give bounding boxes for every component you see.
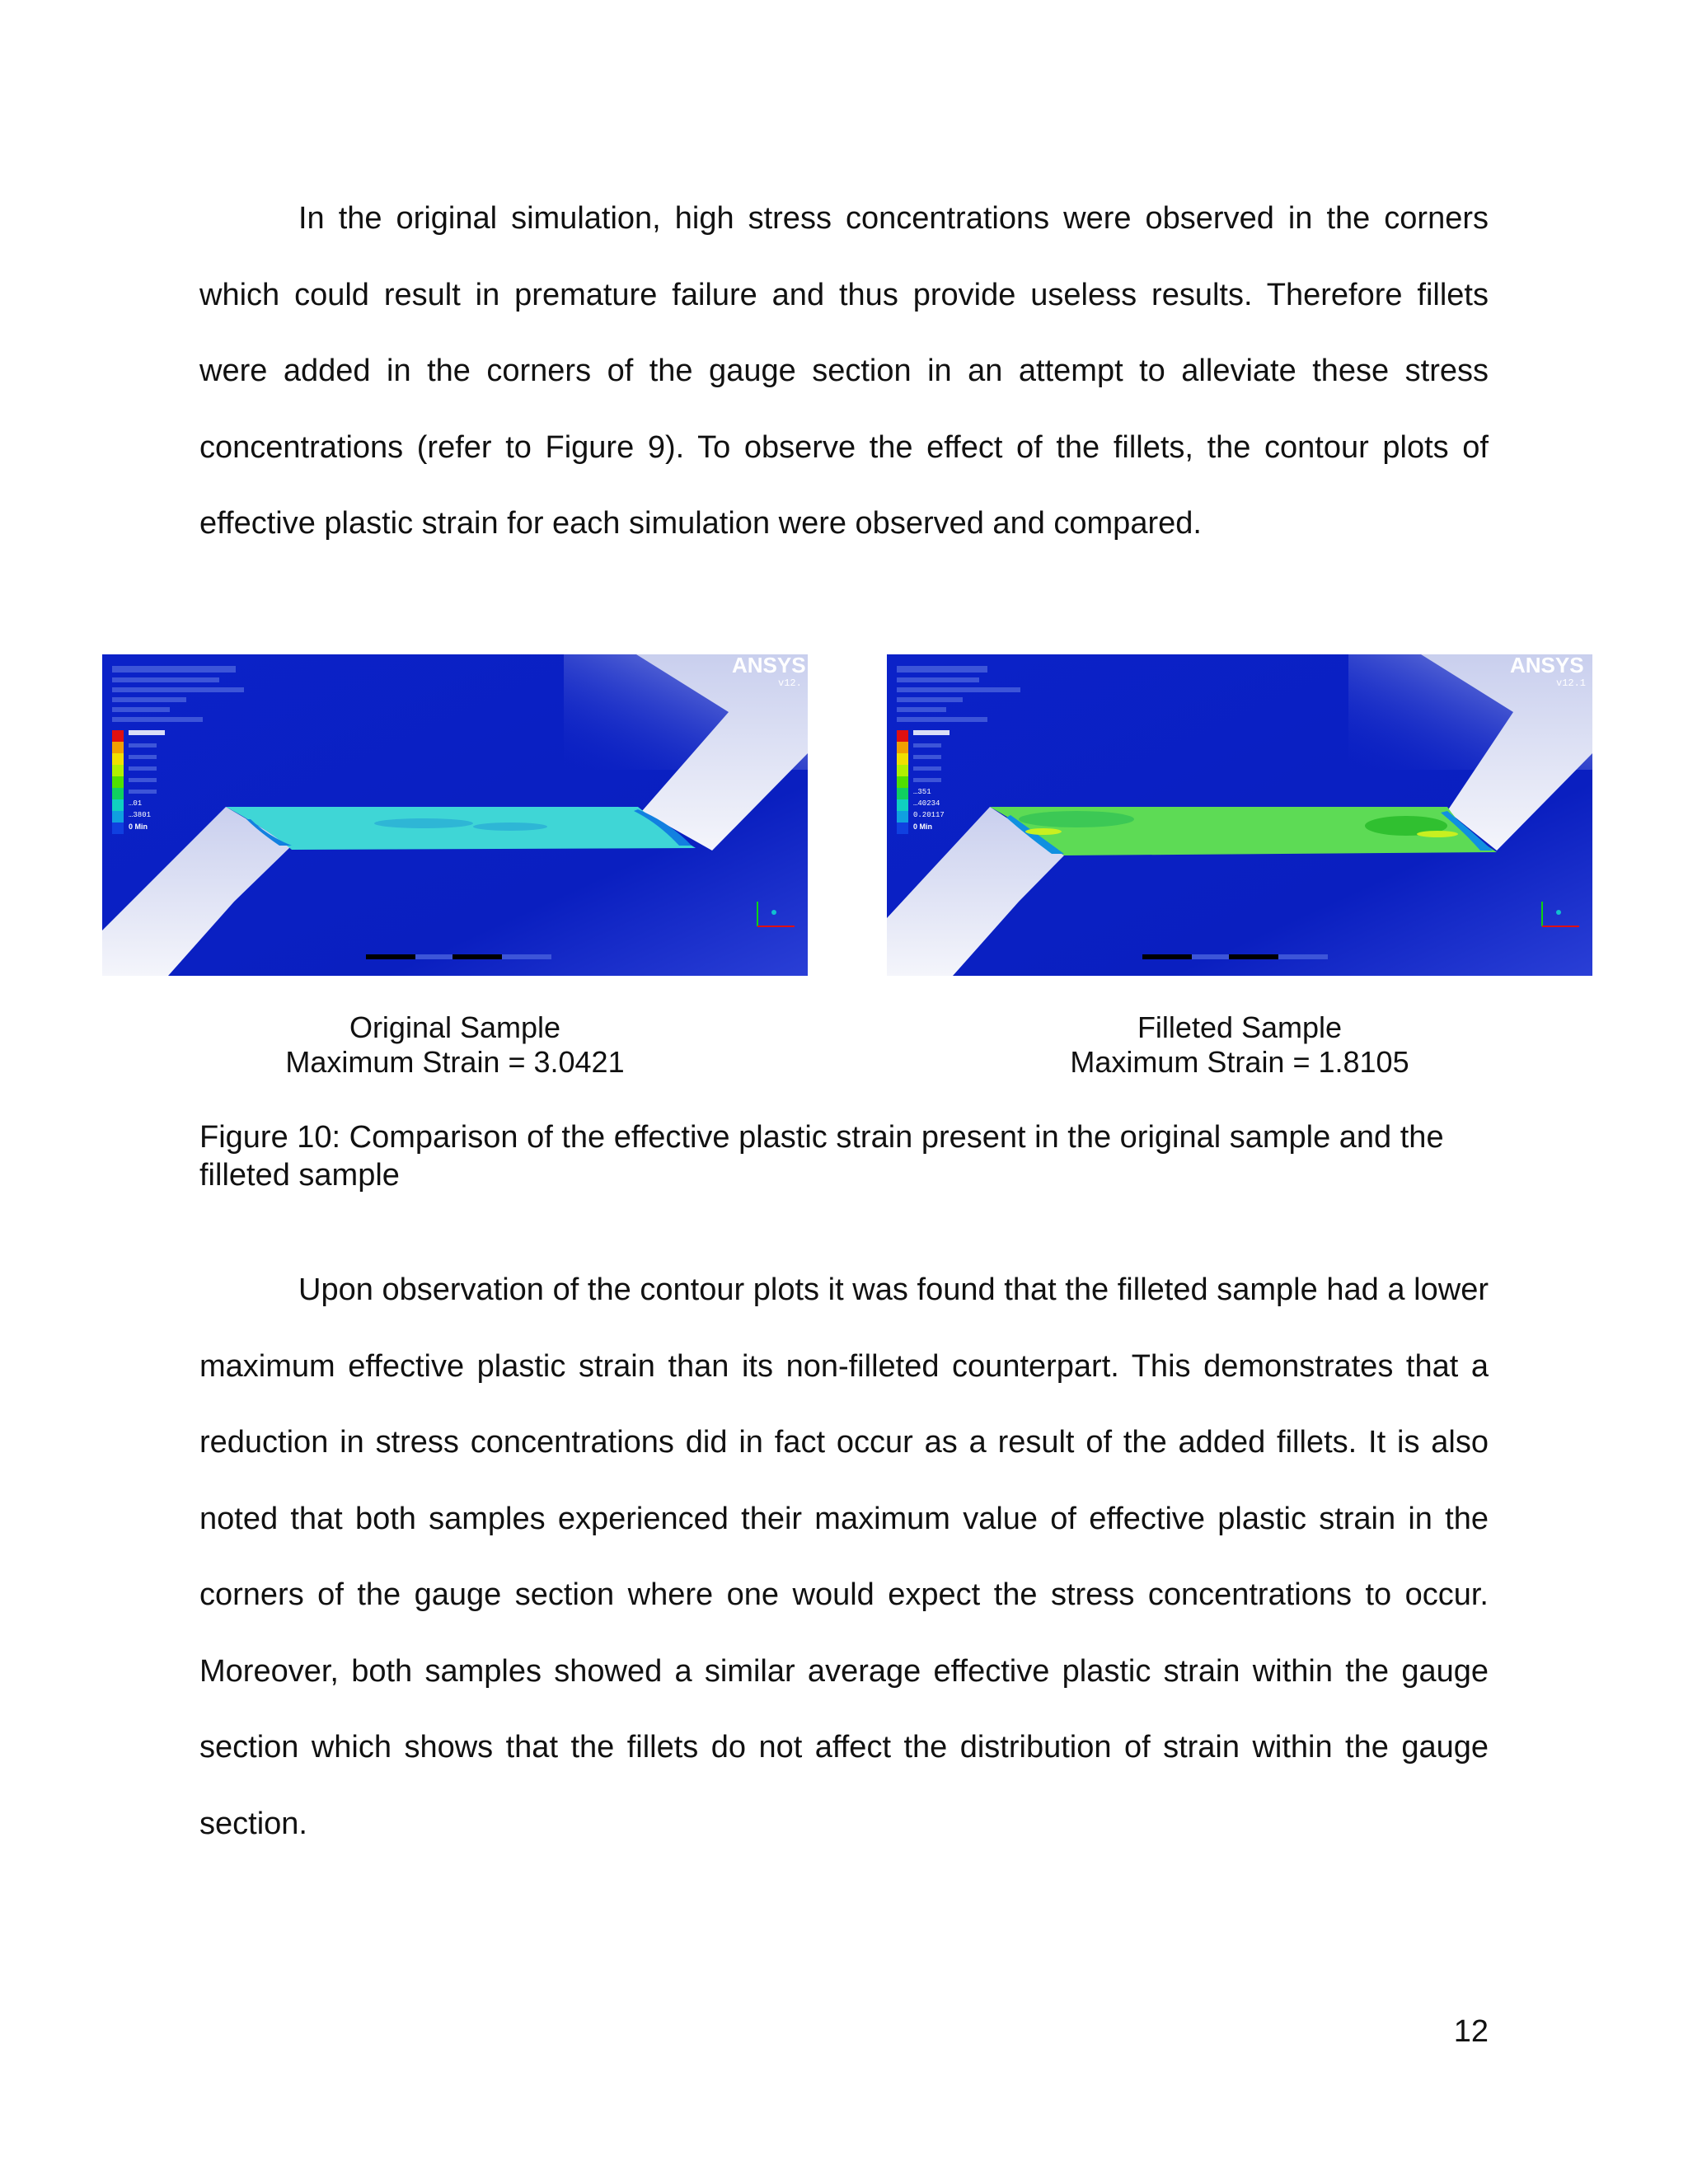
page-number: 12: [1453, 2014, 1489, 2049]
scale-bar: [1142, 954, 1328, 959]
conclusion-paragraph: Upon observation of the contour plots it was found that the filleted sample had a lower maximum effective plastic strain than its non-filleted counterpart. This demonstrates that a reduction in stress concentrations did in fact occur as a result of the added fillets. It is also noted that both samples experienced their maximum value of effective plastic strain in the corners of the gauge section where one would expect the stress concentrations to occur. Moreover, both samples showed a similar average effective plastic strain within the gauge section which shows that the fillets do not affect the distribution of strain within the gauge section.: [199, 1272, 1489, 1841]
caption-title: Original Sample: [349, 1010, 561, 1044]
legend-value: 0.20117: [913, 811, 945, 819]
strain-hotspot: [1025, 828, 1062, 835]
original-sample-contour-plot: [102, 654, 808, 976]
legend-value: …3801: [129, 811, 152, 819]
legend-min-label: 0 Min: [913, 823, 933, 831]
figure-caption: Figure 10: Comparison of the effective plastic strain present in the original sample and the filleted sample: [199, 1120, 1444, 1193]
intro-paragraph: In the original simulation, high stress concentrations were observed in the corners which could result in premature failure and thus provide useless results. Therefore fillets were added in the corners of the gauge section in an attempt to alleviate these stress concentrations (refer to Figure 9). To observe the effect of the fillets, the contour plots of effective plastic strain for each simulation were observed and compared.: [199, 201, 1489, 541]
caption-max-strain: Maximum Strain = 1.8105: [1070, 1045, 1409, 1079]
legend-value: …351: [913, 788, 931, 796]
strain-band: [374, 818, 473, 828]
strain-band: [473, 823, 547, 831]
ansys-logo: ANSYS: [1510, 654, 1584, 677]
legend-value: …40234: [913, 799, 940, 808]
gauge-section: [226, 807, 696, 850]
ansys-version: v12.1: [1556, 677, 1587, 689]
filleted-sample-contour-plot: [887, 654, 1592, 976]
original-sample-caption: [102, 1010, 808, 1080]
filleted-sample-caption: [887, 1010, 1592, 1080]
filleted-contour-image: [887, 654, 1592, 976]
caption-title: Filleted Sample: [1137, 1010, 1343, 1044]
strain-band: [1019, 811, 1134, 827]
scale-bar: [366, 954, 551, 959]
legend-min-label: 0 Min: [129, 823, 148, 831]
original-contour-image: [102, 654, 808, 976]
caption-max-strain: Maximum Strain = 3.0421: [285, 1045, 625, 1079]
ansys-version: v12.: [778, 677, 802, 689]
ansys-logo: ANSYS: [732, 654, 806, 677]
legend-value: …01: [129, 799, 143, 808]
strain-hotspot: [1417, 831, 1458, 837]
